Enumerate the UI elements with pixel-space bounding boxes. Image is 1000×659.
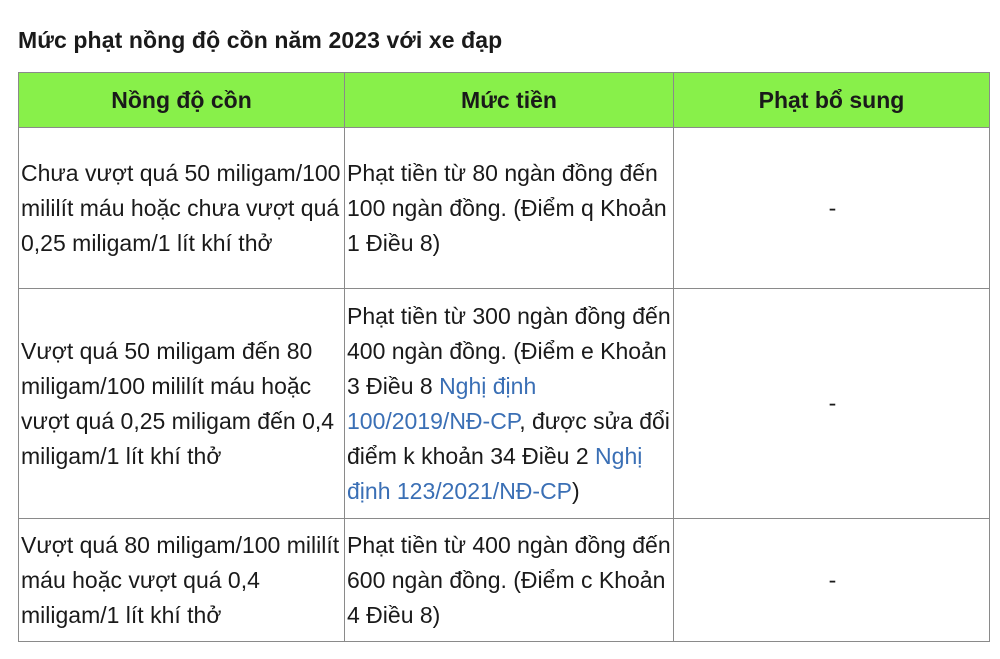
cell-fine-amount <box>345 289 674 519</box>
cell-additional-penalty: - <box>674 289 990 519</box>
alcohol-fine-table <box>18 72 990 642</box>
header-additional-penalty: Phạt bổ sung <box>674 73 990 128</box>
header-fine-amount: Mức tiền <box>345 73 674 128</box>
decree-123-2021-link[interactable]: Nghị định 123/2021/NĐ-CP <box>347 442 643 504</box>
cell-additional-penalty: - <box>674 519 990 642</box>
cell-concentration: Chưa vượt quá 50 miligam/100 mililít máu hoặc chưa vượt quá 0,25 miligam/1 lít khí thở <box>19 128 345 289</box>
fine-text-part: Phạt tiền từ 300 ngàn đồng đến 400 ngàn đồng. (Điểm e Khoản 3 Điều 8 <box>347 302 671 399</box>
cell-concentration: Vượt quá 80 miligam/100 mililít máu hoặc vượt quá 0,4 miligam/1 lít khí thở <box>19 519 345 642</box>
header-concentration: Nồng độ cồn <box>19 73 345 128</box>
table-row <box>19 519 990 642</box>
cell-fine-amount: Phạt tiền từ 400 ngàn đồng đến 600 ngàn đồng. (Điểm c Khoản 4 Điều 8) <box>345 519 674 642</box>
cell-additional-penalty: - <box>674 128 990 289</box>
table-row <box>19 128 990 289</box>
fine-text-part: ) <box>572 477 580 504</box>
cell-fine-amount: Phạt tiền từ 80 ngàn đồng đến 100 ngàn đồng. (Điểm q Khoản 1 Điều 8) <box>345 128 674 289</box>
fine-text-part: , được sửa đổi điểm k khoản 34 Điều 2 <box>347 407 670 469</box>
decree-100-2019-link[interactable]: Nghị định 100/2019/NĐ-CP <box>347 372 537 434</box>
table-header-row <box>19 73 990 128</box>
cell-concentration: Vượt quá 50 miligam đến 80 miligam/100 mililít máu hoặc vượt quá 0,25 miligam đến 0,4 miligam/1 lít khí thở <box>19 289 345 519</box>
page-title: Mức phạt nồng độ cồn năm 2023 với xe đạp <box>18 27 503 53</box>
table-row <box>19 289 990 519</box>
